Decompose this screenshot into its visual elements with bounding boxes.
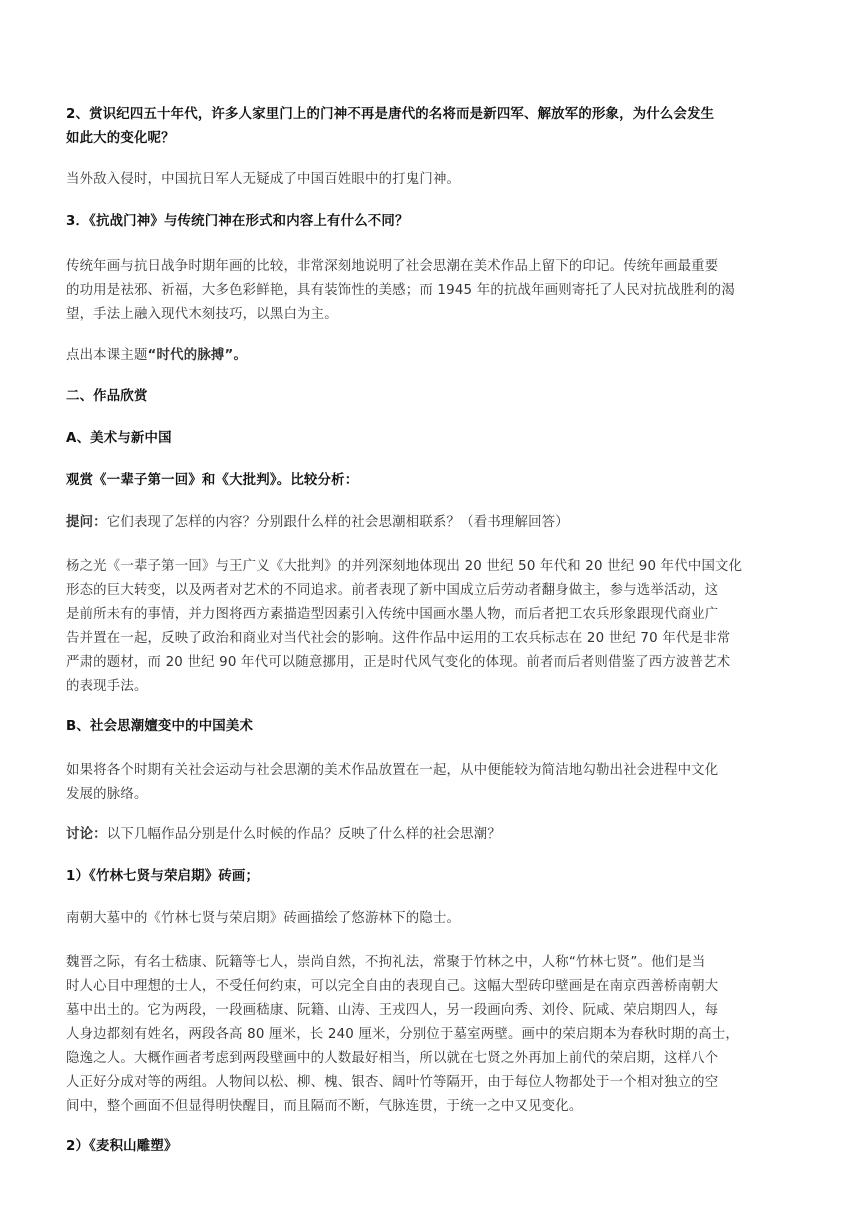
question-1-line	[66, 509, 796, 537]
paragraph-1-line-3: 是前所未有的事情，并力图将西方素描造型因素引入传统中国画水墨人物，而后者把工农兵形象跟现代商业广	[66, 607, 719, 622]
theme-prefix: 点出本课主题	[66, 348, 148, 363]
theme-line	[66, 342, 796, 370]
paragraph-2-line-1: 如果将各个时期有关社会运动与社会思潮的美术作品放置在一起，从中便能较为简洁地勾勒出社会进程中文化	[66, 763, 719, 778]
paragraph-1-line-6: 的表现手法。	[66, 679, 148, 694]
question-2-line-1: 2、赏识纪四五十年代，许多人家里门上的门神不再是唐代的名将而是新四军、解放军的形象，为什么会发生	[66, 107, 715, 122]
discussion-text: 以下几幅作品分别是什么时候的作品？反映了什么样的社会思潮？	[106, 827, 501, 842]
answer-3-line-3: 望，手法上融入现代木刻技巧，以黑白为主。	[66, 307, 338, 322]
item-1-description: 南朝大墓中的《竹林七贤与荣启期》砖画描绘了悠游林下的隐士。	[66, 911, 461, 926]
answer-2: 当外敌入侵时，中国抗日军人无疑成了中国百姓眼中的打鬼门神。	[66, 172, 461, 187]
answer-3-line-2: 的功用是祛邪、祈福，大多色彩鲜艳，具有装饰性的美感；而 1945 年的抗战年画则寄托了人民对抗战胜利的渴	[66, 283, 735, 298]
paragraph-1-line-2: 形态的巨大转变，以及两者对艺术的不同追求。前者表现了新中国成立后劳动者翻身做主，参与选举活动，这	[66, 583, 719, 598]
section-heading-b: B、社会思潮嬗变中的中国美术	[66, 719, 254, 734]
theme-title: “时代的脉搏”。	[147, 348, 248, 363]
paragraph-1-line-5: 严肃的题材，而 20 世纪 90 年代可以随意挪用，正是时代风气变化的体现。前者而后者则借鉴了西方波普艺术	[66, 655, 731, 670]
question-text: 它们表现了怎样的内容？分别跟什么样的社会思潮相联系？（看书理解回答）	[106, 515, 569, 530]
paragraph-3-line-6: 人正好分成对等的两组。人物间以松、柳、槐、银杏、阔叶竹等隔开，由于每位人物都处于一个相对独立的空	[66, 1075, 719, 1090]
section-heading-2: 二、作品欣赏	[66, 389, 148, 404]
paragraph-3-line-2: 时人心目中理想的士人，不受任何约束，可以完全自由的表现自己。这幅大型砖印壁画是在南京西善桥南朝大	[66, 979, 719, 994]
section-heading-a: A、美术与新中国	[66, 431, 172, 446]
paragraph-3-line-4: 人身边都刻有姓名，两段各高 80 厘米，长 240 厘米，分别位于墓室两壁。画中的荣启期本为春秋时期的高士，	[66, 1027, 739, 1042]
paragraph-3-line-5: 隐逸之人。大概作画者考虑到两段壁画中的人数最好相当，所以就在七贤之外再加上前代的荣启期，这样八个	[66, 1051, 719, 1066]
discussion-label: 讨论：	[66, 827, 107, 842]
paragraph-3-line-1: 魏晋之际，有名士嵇康、阮籍等七人，崇尚自然，不拘礼法，常聚于竹林之中，人称“竹林七贤”。他们是当	[66, 955, 706, 970]
item-1-heading: 1）《竹林七贤与荣启期》砖画；	[66, 869, 260, 884]
answer-3-line-1: 传统年画与抗日战争时期年画的比较，非常深刻地说明了社会思潮在美术作品上留下的印记。传统年画最重要	[66, 259, 719, 274]
question-2-line-2: 如此大的变化呢？	[66, 131, 175, 146]
item-2-heading: 2）《麦积山雕塑》	[66, 1139, 178, 1154]
discussion-line	[66, 821, 796, 849]
question-label: 提问：	[66, 515, 107, 530]
paragraph-3-line-3: 墓中出土的。它为两段，一段画嵇康、阮籍、山涛、王戎四人，另一段画向秀、刘伶、阮咸、荣启期四人，每	[66, 1003, 719, 1018]
paragraph-2-line-2: 发展的脉络。	[66, 787, 148, 802]
paragraph-1-line-1: 杨之光《一辈子第一回》与王广义《大批判》的并列深刻地体现出 20 世纪 50 年代和 20 世纪 90 年代中国文化	[66, 559, 743, 574]
paragraph-1-line-4: 告并置在一起，反映了政治和商业对当代社会的影响。这件作品中运用的工农兵标志在 20 世纪 70 年代是非常	[66, 631, 731, 646]
paragraph-3-line-7: 间中，整个画面不但显得明快醒目，而且隔而不断，气脉连贯，于统一之中又见变化。	[66, 1099, 583, 1114]
compare-heading: 观赏《一辈子第一回》和《大批判》。比较分析：	[66, 473, 359, 488]
question-3: 3．《抗战门神》与传统门神在形式和内容上有什么不同？	[66, 214, 409, 229]
